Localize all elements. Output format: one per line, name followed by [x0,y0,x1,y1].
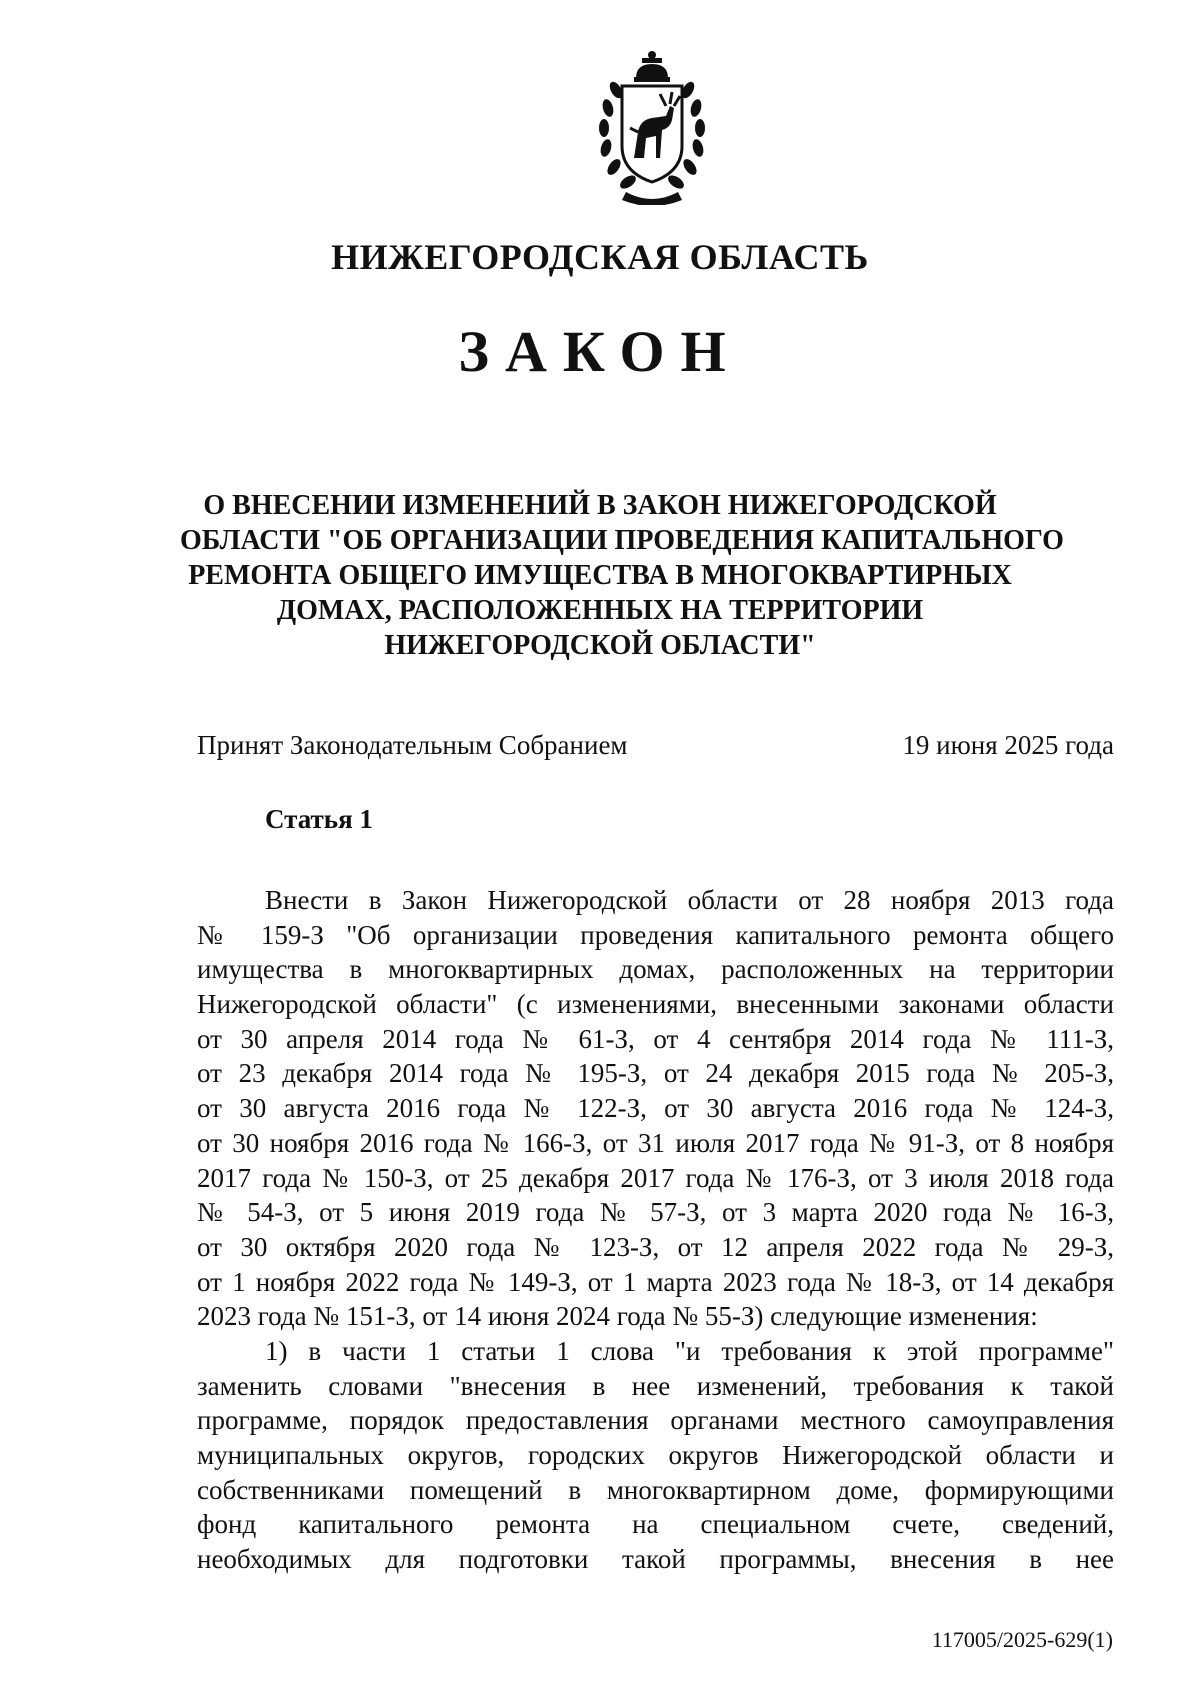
document-number: 117005/2025-629(1) [931,1627,1113,1652]
body-line: фонд капитального ремонта на специальном счете, сведений, [197,1509,1114,1540]
body-line: Нижегородской области" (с изменениями, внесенными законами области [197,989,1114,1020]
body-line: от 1 ноября 2022 года № 149-З, от 1 марта 2023 года № 18-З, от 14 декабря [197,1266,1114,1297]
body-line: 1) в части 1 статьи 1 слова "и требования к этой программе" [265,1335,1114,1366]
article-heading: Статья 1 [265,804,373,834]
crown-icon [634,51,670,82]
title-line: РЕМОНТА ОБЩЕГО ИМУЩЕСТВА В МНОГОКВАРТИРНЫХ [188,560,1012,591]
article-body [197,883,1114,1577]
body-line: необходимых для подготовки такой программы, внесения в нее [197,1544,1114,1575]
title-line: НИЖЕГОРОДСКОЙ ОБЛАСТИ" [384,630,816,661]
adoption-label: Принят Законодательным Собранием [197,730,628,760]
body-line: программе, порядок предоставления органами местного самоуправления [197,1405,1114,1436]
title-line: ДОМАХ, РАСПОЛОЖЕННЫХ НА ТЕРРИТОРИИ [276,595,924,626]
adoption-date: 19 июня 2025 года [902,730,1114,760]
region-name: НИЖЕГОРОДСКАЯ ОБЛАСТЬ [331,237,869,277]
law-title [180,488,1064,663]
document-type: ЗАКОН [458,319,742,384]
body-line: от 30 ноября 2016 года № 166-З, от 31 июля 2017 года № 91-З, от 8 ноября [197,1127,1114,1158]
body-line: имущества в многоквартирных домах, расположенных на территории [197,954,1114,985]
body-line: от 23 декабря 2014 года № 195-З, от 24 декабря 2015 года № 205-З, [197,1058,1114,1089]
body-line: муниципальных округов, городских округов Нижегородской области и [197,1440,1114,1470]
title-line: О ВНЕСЕНИИ ИЗМЕНЕНИЙ В ЗАКОН НИЖЕГОРОДСКОЙ [203,490,997,521]
body-line: 2023 года № 151-З, от 14 июня 2024 года № 55-З) следующие изменения: [197,1301,1038,1332]
coat-of-arms-emblem [586,50,718,205]
title-line: ОБЛАСТИ "ОБ ОРГАНИЗАЦИИ ПРОВЕДЕНИЯ КАПИТАЛЬНОГО [180,525,1064,556]
body-line: от 30 апреля 2014 года № 61-З, от 4 сентября 2014 года № 111-З, [197,1023,1114,1054]
body-line: Внести в Закон Нижегородской области от 28 ноября 2013 года [265,885,1114,915]
body-line: заменить словами "внесения в нее изменений, требования к такой [197,1370,1114,1401]
body-line: № 54-З, от 5 июня 2019 года № 57-З, от 3 марта 2020 года № 16-З, [197,1197,1114,1228]
body-line: № 159-З "Об организации проведения капитального ремонта общего [197,919,1114,950]
body-line: от 30 октября 2020 года № 123-З, от 12 апреля 2022 года № 29-З, [197,1231,1114,1262]
body-line: от 30 августа 2016 года № 122-З, от 30 августа 2016 года № 124-З, [197,1093,1114,1124]
body-line: собственниками помещений в многоквартирном доме, формирующими [197,1474,1114,1505]
body-line: 2017 года № 150-З, от 25 декабря 2017 года № 176-З, от 3 июля 2018 года [197,1162,1114,1193]
